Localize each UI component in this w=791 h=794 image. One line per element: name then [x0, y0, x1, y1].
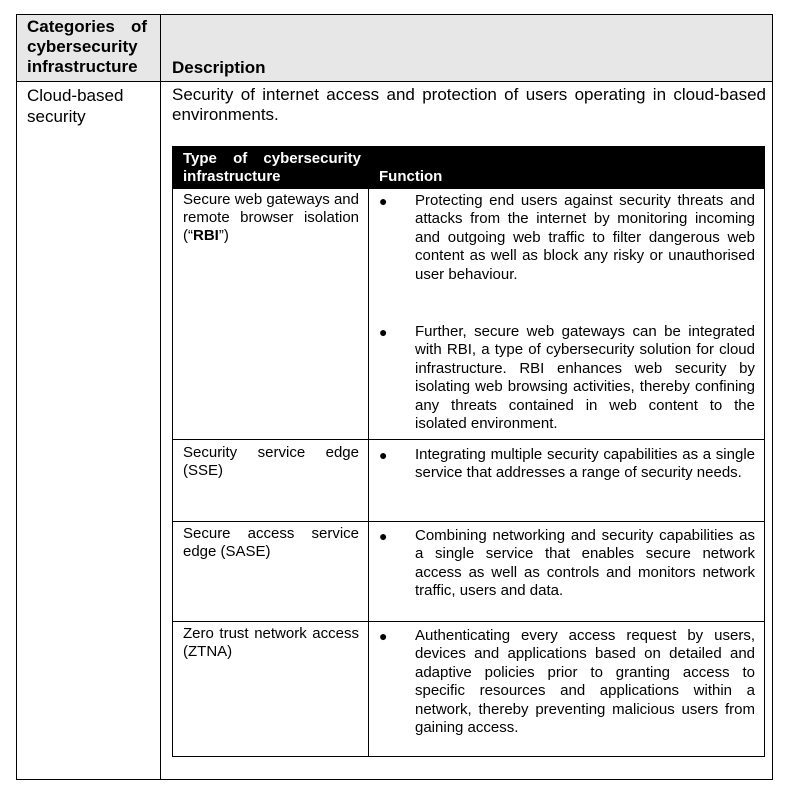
type-cell-sase: Secure access service edge (SASE): [183, 525, 359, 560]
type-cell-rbi: [183, 191, 359, 245]
bullet-icon: ●: [379, 628, 388, 644]
inner-column-divider: [368, 189, 369, 756]
header-categories: Categories of cybersecurity infrastructure: [27, 17, 147, 76]
row-divider: [173, 439, 764, 440]
description-text: Security of internet access and protection of users operating in cloud-based environments.: [172, 85, 766, 124]
row-divider: [173, 521, 764, 522]
inner-table: [172, 146, 765, 757]
bullet-icon: ●: [379, 528, 388, 544]
type-text-pre: Secure web gateways and remote browser isolation (“: [183, 191, 359, 244]
function-item: [379, 192, 755, 284]
header-function: Function: [379, 168, 443, 185]
function-item: [379, 527, 755, 601]
function-text: Combining networking and security capabilities as a single service that enables secure network access as well as controls and monitors network traffic, users and data.: [415, 527, 755, 600]
header-type: Type of cybersecurity infrastructure: [183, 150, 361, 185]
column-divider: [160, 15, 161, 779]
row-divider: [173, 621, 764, 622]
bullet-icon: ●: [379, 324, 388, 340]
inner-table-header: [173, 147, 764, 189]
type-text-post: ”): [218, 227, 229, 244]
type-text-bold: RBI: [193, 227, 219, 244]
type-cell-ztna: Zero trust network access (ZTNA): [183, 625, 359, 660]
function-text: Integrating multiple security capabilities as a single service that addresses a range of security needs.: [415, 446, 755, 482]
function-item: [379, 446, 755, 483]
function-item: [379, 627, 755, 737]
category-cell: Cloud-based security: [27, 86, 124, 126]
function-text: Protecting end users against security threats and attacks from the internet by monitoring incoming and outgoing web traffic to filter dangerous web content as well as block any risky or unauthorised user behaviour.: [415, 192, 755, 283]
header-divider: [17, 81, 772, 82]
bullet-icon: ●: [379, 447, 388, 463]
bullet-icon: ●: [379, 193, 388, 209]
main-table: [16, 14, 773, 780]
type-cell-sse: Security service edge (SSE): [183, 444, 359, 479]
function-item: [379, 323, 755, 433]
header-description: Description: [172, 58, 266, 77]
function-text: Further, secure web gateways can be integrated with RBI, a type of cybersecurity solution for cloud infrastructure. RBI enhances web security by isolating web browsing activities, thereby confining any threats contained in web content to the isolated environment.: [415, 323, 755, 433]
function-text: Authenticating every access request by users, devices and applications based on detailed and adaptive policies prior to granting access to specific resources and applications within a network, thereby preventing malicious users from gaining access.: [415, 627, 755, 737]
